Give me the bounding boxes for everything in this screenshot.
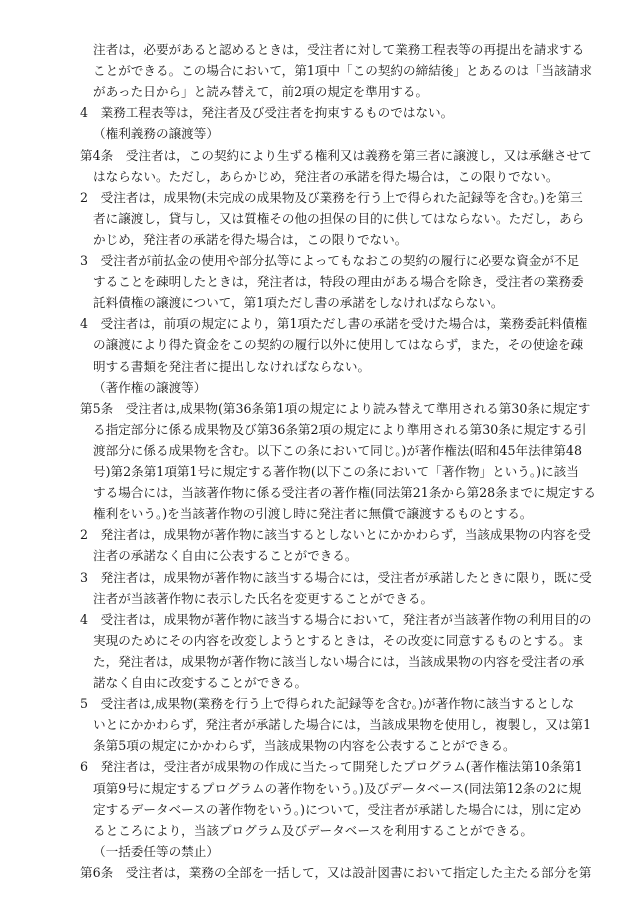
text-line: 託料債権の譲渡について，第1項ただし書の承諾をしなければならない。 (93, 295, 504, 311)
text-line: 注者が当該著作物に表示した氏名を変更することができる。 (93, 590, 434, 606)
text-line: 4 受注者は，成果物が著作物に該当する場合において，発注者が当該著作物の利用目的の (80, 611, 592, 627)
text-line: （権利義務の譲渡等） (93, 126, 219, 142)
text-line: 3 発注者は，成果物が著作物に該当する場合には，受注者が承諾したときに限り，既に受 (80, 569, 592, 585)
text-line: することを疎明したときは，発注者は，特段の理由がある場合を除き，受注者の業務委 (93, 274, 584, 290)
text-line: （著作権の譲渡等） (93, 379, 207, 395)
text-line: 5 受注者は,成果物(業務を行う上で得られた記録等を含む。)が著作物に該当するとしな (80, 696, 575, 712)
text-line: 渡部分に係る成果物を含む。以下この条において同じ。)が著作権法(昭和45年法律第48 (93, 442, 582, 458)
text-line: 3 受注者が前払金の使用や部分払等によってもなおこの契約の履行に必要な資金が不足 (80, 253, 580, 268)
text-line: た，発注者は，成果物が著作物に該当しない場合には，当該成果物の内容を受注者の承 (93, 653, 585, 669)
text-line: 2 発注者は，成果物が著作物に該当するとしないとにかかわらず，当該成果物の内容を受 (80, 527, 591, 543)
text-line: る指定部分に係る成果物及び第36条第2項の規定により準用される第30条に規定する引 (93, 421, 587, 437)
text-line: 定するデータベースの著作物をいう。)について，受注者が承諾した場合には，別に定め (93, 801, 582, 817)
text-line: 権利をいう。)を当該著作物の引渡し時に発注者に無償で譲渡するものとする。 (93, 506, 533, 522)
text-line: があった日から」と読み替えて，前2項の規定を準用する。 (93, 84, 429, 100)
text-line: はならない。ただし，あらかじめ，発注者の承諾を得た場合は，この限りでない。 (93, 168, 559, 184)
text-line: かじめ，発注者の承諾を得た場合は，この限りでない。 (93, 231, 408, 247)
text-line: 注者は，必要があると認めるときは，受注者に対して業務工程表等の再提出を請求する (93, 42, 585, 57)
text-line: 明する書類を発注者に提出しなければならない。 (93, 358, 371, 374)
text-line: 第4条 受注者は，この契約により生ずる権利又は義務を第三者に譲渡し，又は承継させて (80, 147, 592, 163)
text-line: 2 受注者は，成果物(未完成の成果物及び業務を行う上で得られた記録等を含む。)を第三 (80, 189, 583, 205)
text-line: ことができる。この場合において，第1項中「この契約の締結後」とあるのは「当該請求 (93, 63, 592, 79)
text-line: 第6条 受注者は，業務の全部を一括して，又は設計図書において指定した主たる部分を第 (80, 864, 592, 880)
text-line: 条第5項の規定にかかわらず，当該成果物の内容を公表することができる。 (93, 738, 516, 754)
text-line: 諾なく自由に改変することができる。 (93, 675, 308, 690)
text-line: 4 業務工程表等は，発注者及び受注者を拘束するものではない。 (80, 105, 454, 121)
text-line: 注者の承諾なく自由に公表することができる。 (93, 548, 358, 564)
text-line: （一括委任等の禁止） (93, 843, 219, 859)
text-line: いとにかかわらず，発注者が承諾した場合には，当該成果物を使用し，複製し，又は第1 (93, 717, 592, 733)
text-line: 4 受注者は，前項の規定により，第1項ただし書の承諾を受けた場合は，業務委託料債権 (80, 316, 588, 332)
text-line: 項第9号に規定するプログラムの著作物をいう。)及びデータベース(同法第12条の2に規 (93, 780, 582, 796)
text-line: 第5条 受注者は,成果物(第36条第1項の規定により読み替えて準用される第30条に規定す (80, 400, 591, 416)
text-line: の譲渡により得た資金をこの契約の履行以外に使用してはならず，また，その使途を疎 (93, 337, 584, 353)
text-line: 号)第2条第1項第1号に規定する著作物(以下この条において「著作物」という。)に該当 (93, 464, 579, 479)
text-line: する場合には，当該著作物に係る受注者の著作権(同法第21条から第28条までに規定する (93, 485, 596, 501)
text-line: 者に譲渡し，貸与し，又は質権その他の担保の目的に供してはならない。ただし，あら (93, 210, 585, 226)
text-line: るところにより，当該プログラム及びデータベースを利用することができる。 (93, 822, 534, 838)
text-line: 実現のためにその内容を改変しようとするときは，その改変に同意するものとする。ま (93, 632, 585, 648)
text-line: 6 発注者は，受注者が成果物の作成に当たって開発したプログラム(著作権法第10条第1 (80, 759, 583, 775)
